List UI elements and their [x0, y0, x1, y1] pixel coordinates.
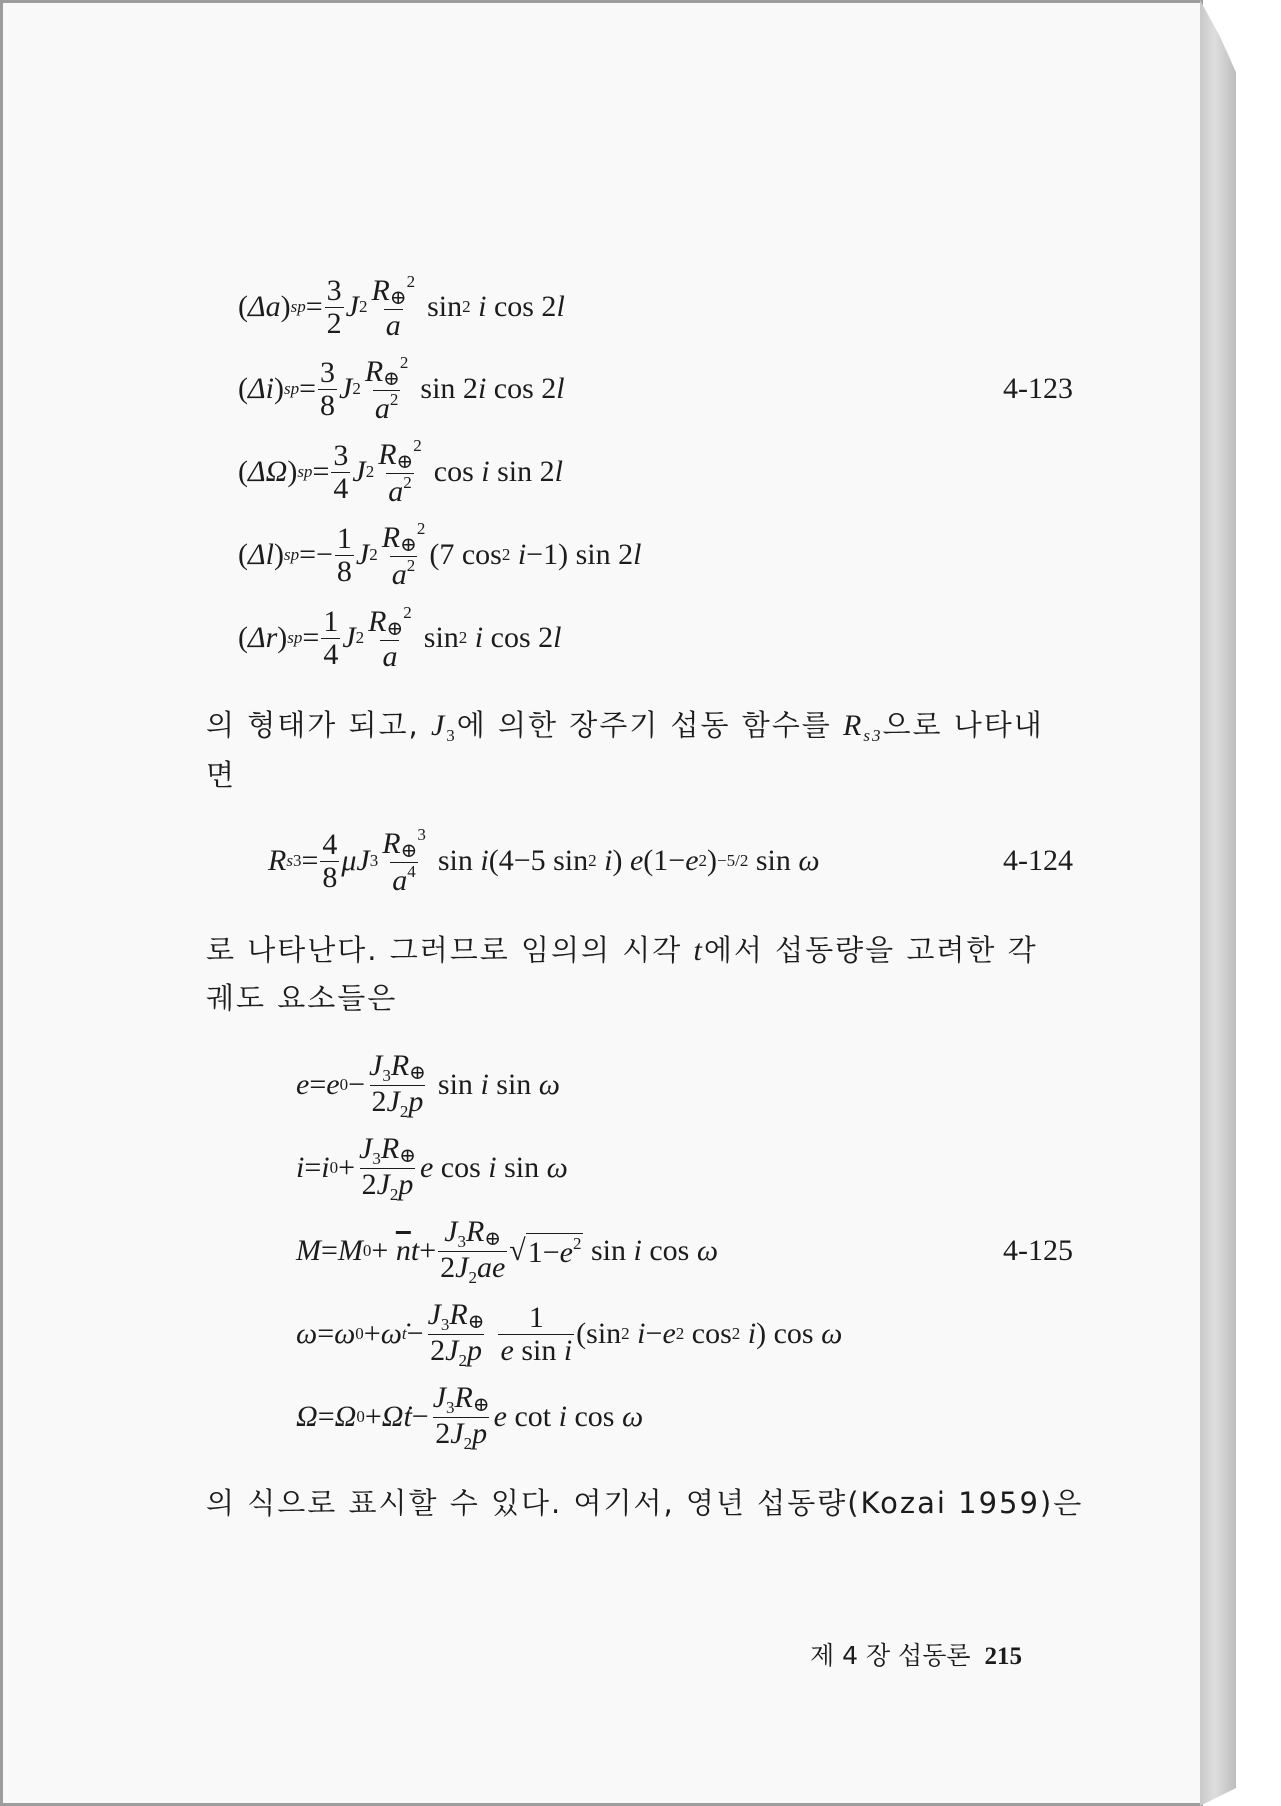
paragraph-2-line-1 [206, 928, 1038, 973]
paragraph-1-text-a: 의 형태가 되고, [206, 708, 420, 742]
paragraph-1-line-1 [206, 703, 1044, 758]
equation-number-4-123: 4-123 [1003, 372, 1073, 405]
equation-number-4-124: 4-124 [1003, 844, 1073, 877]
equation-omega: ω = ω 0 + ω̇ t − $\frac{J_3R\oplus}{2J_2p}$ $\frac{1}{\text{e sin i}}$ (sin 2 i − e 2 cos 2 i ) cos ω [296, 1297, 843, 1370]
paragraph-1-line-2: 면 [206, 758, 237, 792]
paragraph-2-text-b: 에서 섭동량을 고려한 각 [703, 933, 1038, 967]
paragraph-3: 의 식으로 표시할 수 있다. 여기서, 영년 섭동량(Kozai 1959)은 [206, 1486, 1084, 1520]
equation-m: M = M 0 + $\overline{n}$ t + $\frac{J_3R\oplus}{2J_2ae}$ √ $1-e^2$ sin i cos ω [296, 1214, 719, 1287]
page-number: 215 [984, 1643, 1022, 1670]
equation-rs3: R s 3 = $\frac{4}{8}$ μJ 3 $\frac{R\oplus^3}{a^4}$ sin i (4−5 sin 2 i ) e (1− e 2 ) −5/2 sin ω [268, 824, 820, 897]
equation-omega-node: Ω = Ω 0 + Ω̇ t − $\frac{J_3R\oplus}{2J_2p}$ e cot i cos ω [296, 1380, 644, 1453]
paragraph-2-line-2: 궤도 요소들은 [206, 981, 398, 1015]
equation-delta-a: ( Δa ) sp = $\frac{3}{2}$ J 2 $\frac{R\oplus^2}{a}$ sin 2 i cos 2 l [238, 271, 565, 342]
equation-delta-l: ( Δl ) sp =− $\frac{1}{8}$ J 2 $\frac{R\oplus^2}{a^2}$ (7 cos 2 i −1) sin 2 l [238, 518, 642, 591]
paragraph-2-text-a: 로 나타난다. 그러므로 임의의 시각 [206, 933, 683, 967]
inline-math-rs3: $R_{s3}$ [843, 709, 883, 745]
inline-math-j3: $J_3$ [430, 709, 457, 745]
paragraph-1-text-c: 으로 나타내 [882, 708, 1044, 742]
equation-delta-i: ( Δi ) sp = $\frac{3}{8}$ J 2 $\frac{R\oplus^2}{a^2}$ sin 2 i cos 2 l [238, 352, 565, 425]
equation-number-4-125: 4-125 [1003, 1234, 1073, 1267]
chapter-label: 제 4 장 섭동론 [810, 1641, 971, 1670]
page-edge [1200, 0, 1236, 1806]
equation-delta-r: ( Δr ) sp = $\frac{1}{4}$ J 2 $\frac{R\oplus^2}{a}$ sin 2 i cos 2 l [238, 602, 562, 673]
equation-i: i = i 0 + $\frac{J_3R\oplus}{2J_2p}$ e cos i sin ω [296, 1131, 568, 1204]
equation-delta-omega-node: ( ΔΩ ) sp = $\frac{3}{4}$ J 2 $\frac{R\oplus^2}{a^2}$ cos i sin 2 l [238, 435, 563, 508]
equation-e: e = e 0 − $\frac{J_3R\oplus}{2J_2p}$ sin i sin ω [296, 1048, 560, 1121]
inline-math-t: t [693, 934, 704, 967]
paragraph-1-text-b: 에 의한 장주기 섭동 함수를 [456, 708, 832, 742]
page-footer [810, 1636, 1022, 1672]
